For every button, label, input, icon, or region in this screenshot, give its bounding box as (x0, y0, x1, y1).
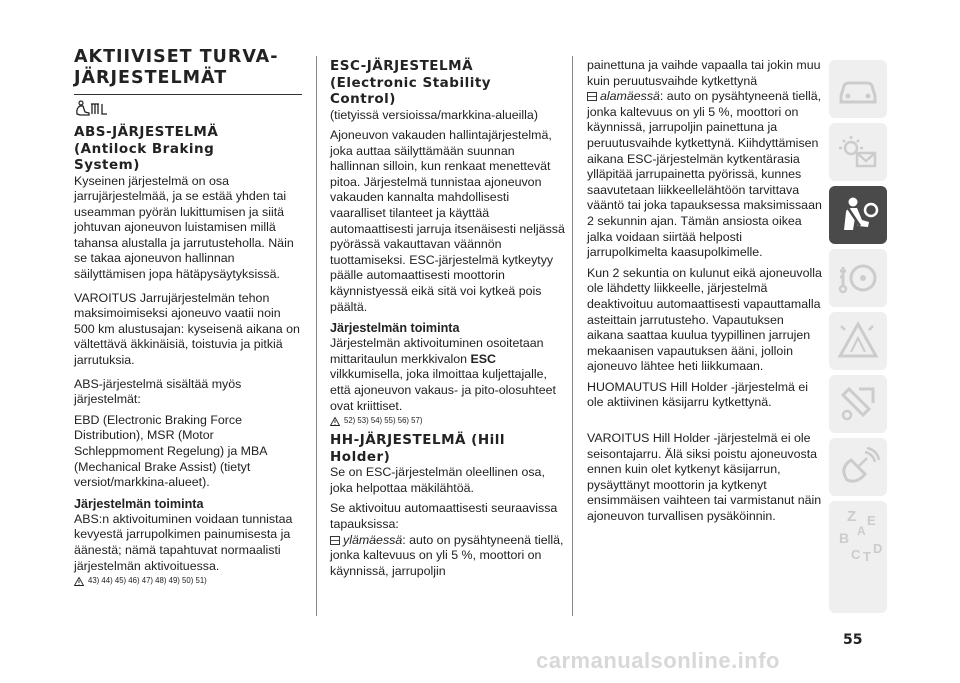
warning-triangle-icon (74, 577, 84, 586)
hh-note: HUOMAUTUS Hill Holder -järjestelmä ei ole aktiivinen käsijarru kytkettynä. (587, 379, 809, 410)
svg-text:B: B (839, 530, 850, 546)
abs-warning-references (74, 575, 302, 587)
esc-p2-before: Järjestelmän aktivoituminen osoitetaan mittaritaulun merkkivalon (330, 336, 544, 366)
page-heading-line1: AKTIIVISET TURVA- (74, 47, 279, 67)
sidebar-tab-emergency[interactable] (829, 312, 887, 370)
satellite-antenna-icon (829, 438, 887, 496)
hh-paragraph-4: Kun 2 sekuntia on kulunut eikä ajoneuvolla ole lähdetty liikkeelle, järjestelmä deaktivoituu automaattisesti vapauttamalla asteittain jarrutusteho. Vapautuksen aikana saattaa kuulua tyypillinen jarrujen mekaanisen vapautuksen ääni, jolloin ajoneuvo lähtee heti liikkumaan. (587, 265, 822, 374)
svg-text:T: T (863, 549, 871, 564)
esc-title-line2: (Electronic Stability (330, 74, 492, 91)
esc-p2-after: vilkkumisella, joka ilmoittaa kuljettajalle, että ajoneuvon vakaus- ja pito-olosuhteet ovat kriittiset. (330, 367, 556, 413)
esc-indicator-label: ESC (470, 351, 496, 366)
abs-title-line2: (Antilock Braking (74, 140, 215, 157)
esc-note: (tietyissä versioissa/markkina-alueilla) (330, 107, 538, 122)
hh-downhill-item (587, 89, 823, 261)
svg-text:C: C (851, 547, 861, 562)
steering-wheel-key-icon (829, 249, 887, 307)
sidebar-tab-car[interactable] (829, 60, 887, 118)
heading-rule (74, 94, 302, 95)
uphill-text: : auto on pysähtyneenä tiellä, jonka kaltevuus on yli 5 %, moottori on käynnissä, jarrupoljin (330, 532, 564, 578)
svg-text:Z: Z (847, 508, 857, 525)
hh-title-line1: HH-JÄRJESTELMÄ (Hill (330, 432, 505, 449)
column-2 (330, 58, 566, 579)
esc-paragraph-2 (330, 336, 566, 414)
svg-text:A: A (857, 524, 866, 538)
warning-triangle-icon (330, 417, 340, 426)
hh-title-line2: Holder) (330, 448, 391, 465)
svg-text:D: D (873, 541, 883, 556)
abs-title-line1: ABS-JÄRJESTELMÄ (74, 124, 219, 140)
sidebar-tab-technical[interactable] (829, 438, 887, 496)
sidebar-tab-index[interactable] (829, 501, 887, 613)
svg-text:E: E (867, 513, 876, 528)
column-divider-1 (316, 56, 317, 616)
abs-paragraph-1: Kyseinen järjestelmä on osa jarrujärjestelmää, ja se estää yhden tai useamman pyörän lukittumisen ja siitä johtuvan ajoneuvon luistamisen millä tahansa alustalla ja jarrutusteholla. Näin se takaa ajoneuvon hallinnan säilyttämisen jopa hätäpysäytyksissä. (74, 173, 294, 282)
column-1 (74, 100, 302, 587)
esc-title-line3: Control) (330, 91, 396, 107)
esc-title-line1: ESC-JÄRJESTELMÄ (330, 58, 474, 74)
esc-paragraph-1: Ajoneuvon vakauden hallintajärjestelmä, joka auttaa säilyttämään suunnan hallinnan silloin, kun renkaat menettevät pitoa. Järjestelmä tunnistaa ajoneuvon vakauden kannalta mahdollisesti vaaralliset tilanteet ja käyttää automaattisesti jarruja itsenäisesti neljässä pyörässä vakauttavan väännön tuottamiseksi. ESC-järjestelmä kytkeytyy päälle automaattisesti moottorin käynnistyessä eikä sitä voi kytkeä pois päältä. (330, 128, 565, 314)
sidebar-tab-warning-lights[interactable] (829, 123, 887, 181)
car-icon (829, 60, 887, 118)
bullet-square-icon (587, 92, 597, 101)
hh-paragraph-1: Se on ESC-järjestelmän oleellinen osa, joka helpottaa mäkilähtöä. (330, 465, 545, 495)
page-heading (74, 47, 302, 89)
abs-operation-subtitle: Järjestelmän toiminta (74, 496, 204, 511)
bullet-square-icon (330, 536, 340, 545)
esc-refs-text: 52) 53) 54) 55) 56) 57) (344, 416, 423, 426)
hh-warning: VAROITUS Hill Holder -järjestelmä ei ole seisontajarru. Älä siksi poistu ajoneuvosta ennen kuin olet kytkenyt käsijarrun, pysäyttänyt moottorin ja kytkenyt ensimmäisen vaihteen tai varmistanut näin ajoneuvon turvallisen pysäköinnin. (587, 431, 822, 524)
warning-lights-icon (829, 123, 887, 181)
sidebar-tab-starting[interactable] (829, 249, 887, 307)
abs-paragraph-5: ABS:n aktivoituminen voidaan tunnistaa kevyestä jarrupolkimen painumisesta ja äänestä; nämä tapahtuvat normaalisti järjestelmän aktivoituessa. (74, 511, 293, 573)
column-3 (587, 58, 823, 525)
uphill-term: ylämäessä (343, 532, 403, 547)
hh-paragraph-3: painettuna ja vaihde vapaalla tai jokin muu kuin peruutusvaihde kytkettynä (587, 58, 821, 88)
seat-safety-icon (74, 100, 302, 124)
abs-title-line3: System) (74, 157, 140, 173)
esc-title (330, 58, 566, 108)
downhill-term: alamäessä (600, 89, 660, 104)
column-divider-2 (572, 56, 573, 616)
hh-title (330, 432, 566, 465)
downhill-text: : auto on pysähtyneenä tiellä, jonka kaltevuus on yli 5 %, moottori on käynnissä, jarrupoljin painettuna ja peruutusvaihde kytkettynä. Kiihdyttämisen aikana ESC-järjestelmän kytkentärasia ylläpitää jarrupainetta pyörissä, kunnes saavutetaan liikkeellelähtöön tarvittava vääntö tai joka tapauksessa maksimissaan 2 sekunnin ajan. Tämän ansiosta oikea jalka voidaan siirtää helposti jarrupolkimelta kaasupolkimelle. (587, 89, 822, 260)
watermark: carmanualsonline.info (536, 648, 780, 673)
abs-title (74, 124, 302, 174)
page-heading-line2: JÄRJESTELMÄT (74, 68, 228, 88)
hh-paragraph-2: Se aktivoituu automaattisesti seuraavissa tapauksissa: (330, 501, 558, 531)
sidebar-tab-safety[interactable] (829, 186, 887, 244)
seatbelt-airbag-icon (829, 186, 887, 244)
wrench-service-icon (829, 375, 887, 433)
sidebar-tab-service[interactable] (829, 375, 887, 433)
abs-paragraph-3: ABS-järjestelmä sisältää myös järjestelmät: (74, 376, 242, 407)
esc-warning-references (330, 415, 566, 427)
page-number: 55 (843, 632, 863, 648)
hh-uphill-item (330, 533, 566, 580)
esc-operation-subtitle: Järjestelmän toiminta (330, 321, 460, 336)
abs-refs-text: 43) 44) 45) 46) 47) 48) 49) 50) 51) (88, 576, 207, 586)
alphabet-index-icon (829, 501, 887, 613)
abs-warning-paragraph: VAROITUS Jarrujärjestelmän tehon maksimoimiseksi ajoneuvo vaatii noin 500 km alustusajan: kyseisenä aikana on vältettävä äkkinäisiä, toistuvia ja pitkiä jarrutuksia. (74, 290, 300, 368)
road-warning-triangle-icon (829, 312, 887, 370)
abs-paragraph-4: EBD (Electronic Braking Force Distribution), MSR (Motor Schleppmoment Regelung) ja MBA (Mechanical Brake Assist) (tietyt versiot/markkina-alueet). (74, 412, 267, 490)
